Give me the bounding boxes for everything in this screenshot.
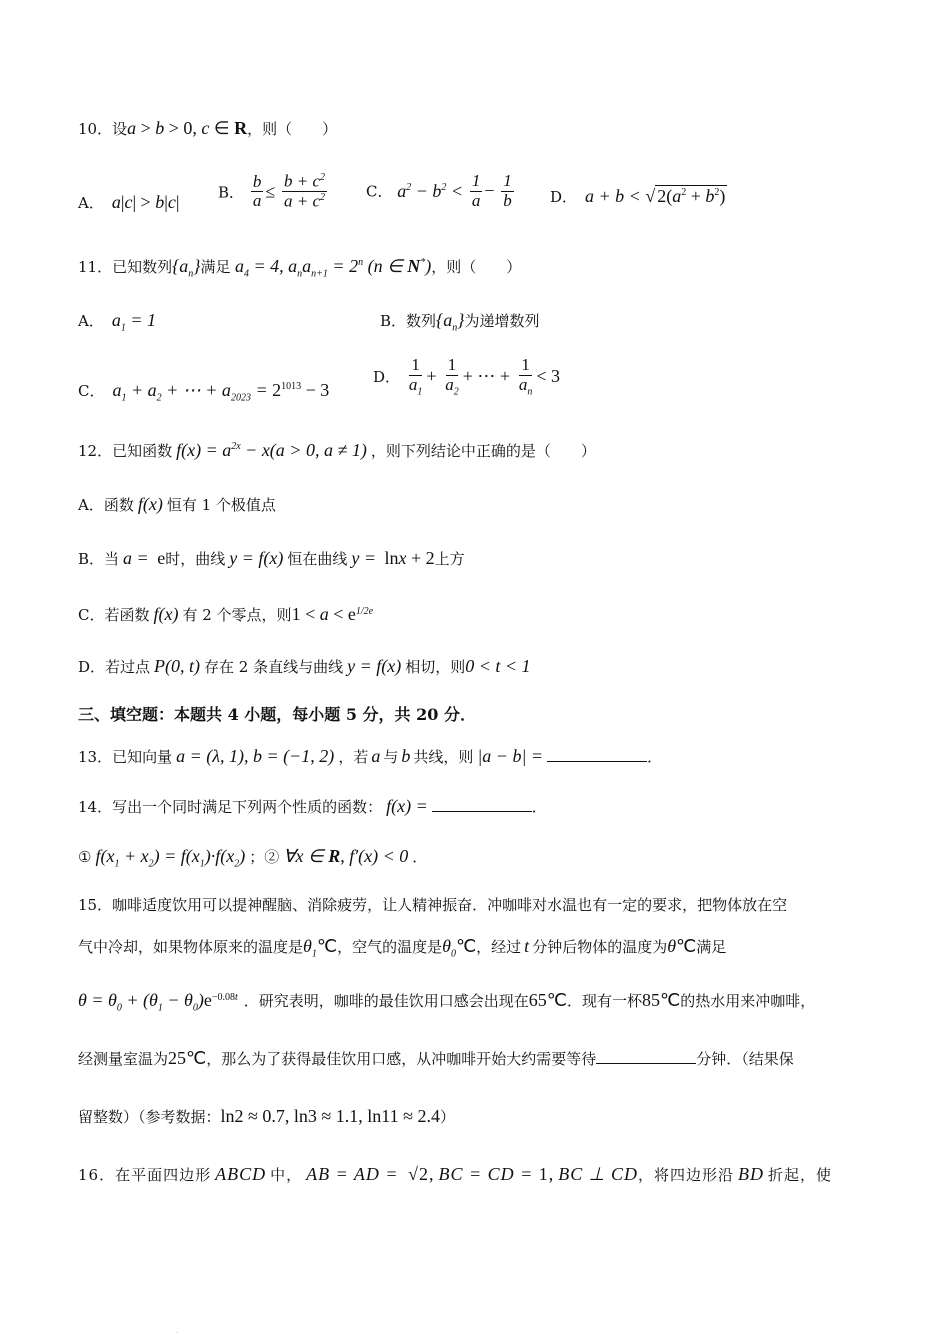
q12-option-b: B．当 a = e时，曲线 y = f(x) 恒在曲线 y = lnx + 2上方 xyxy=(78,548,465,568)
q12-option-a: A．函数 f(x) 恒有 1 个极值点 xyxy=(78,494,276,514)
q12-stem: 12．已知函数 $f(x) = a^{2x} - x(a > 0$, a ≠ 1) ，则下列结论中正确的是（ ） xyxy=(78,440,596,460)
q13-stem: 13．已知向量 a = (λ, 1), b = (−1, 2) ，若 a 与 b 共线，则 |a − b| = ． xyxy=(78,746,663,766)
q12-option-d: D．若过点 P(0, t) 存在 2 条直线与曲线 y = f(x) 相切，则0 < t < 1 xyxy=(78,656,531,676)
footer-dot: . xyxy=(176,1328,178,1335)
q11-stem: 11．已知数列$\{a_n\}$满足 $a_4 = 4$, $a_na_{n+1} = 2^n$ (n ∈ N*)，则（ ） xyxy=(78,256,522,280)
q10-option-b: B． $\frac{b}{a}$ ≤ $\frac{b + c^2}{a + c^2}$ xyxy=(218,171,326,211)
q10-option-a: A． a|c| > b|c| xyxy=(78,192,180,212)
q15-line-5: 留整数）（参考数据：ln2 ≈ 0.7, ln3 ≈ 1.1, ln11 ≈ 2.4） xyxy=(78,1106,456,1126)
q14-stem: 14．写出一个同时满足下列两个性质的函数： f(x) = ． xyxy=(78,796,547,816)
q11-option-d: D． $\frac{1}{a_1}$ + $\frac{1}{a_2}$ + ⋯ + $\frac{1}{a_n}$ < 3 xyxy=(373,355,560,398)
q10-stem: 10．设a > b > 0, c ∈ R，则（ ） xyxy=(78,118,338,138)
q10-option-c: C． $a^2 - b^2$ < $\frac{1}{a}$ − $\frac{1}{b}$ xyxy=(366,171,512,210)
q16-stem: 16．在平面四边形 ABCD 中， AB = AD = √2, BC = CD = 1, BC ⊥ CD，将四边形沿 BD 折起，使 xyxy=(78,1164,832,1184)
q15-line-1: 15．咖啡适度饮用可以提神醒脑、消除疲劳，让人精神振奋．冲咖啡对水温也有一定的要求，把物体放在空 xyxy=(78,896,788,914)
section-3-heading: 三、填空题：本题共 4 小题，每小题 5 分，共 20 分． xyxy=(78,705,476,724)
q15-line-4: 经测量室温为25℃，那么为了获得最佳饮用口感，从冲咖啡开始大约需要等待 分钟．（结果保 xyxy=(78,1048,794,1068)
q11-option-b: B．数列$\{a_n\}$为递增数列 xyxy=(380,310,540,334)
q14-properties: ① $f(x_1 + x_2) = f(x_1)\cdot f(x_2)$ ；② ∀x ∈ R, f′(x) < 0 ． xyxy=(78,846,428,870)
q12-option-c: C．若函数 f(x) 有 2 个零点，则$1 < a < e^{1/2e}$ xyxy=(78,604,374,624)
q11-option-a: A． $a_1 = 1$ xyxy=(78,310,156,334)
q15-line-2: 气中冷却，如果物体原来的温度是$\theta_1℃$，空气的温度是$\theta_0℃$，经过 t 分钟后物体的温度为θ℃满足 xyxy=(78,936,727,960)
q11-option-c: C． $a_1 + a_2$ + ⋯ + $a_{2023} = 2^{1013} - 3$ xyxy=(78,380,330,404)
q10-option-d: D． a + b < √ $2(a^2 + b^2)$ xyxy=(550,186,726,206)
q15-line-3: $\theta = \theta_0 + (\theta_1 - \theta_0)e^{-0.08t}$ ．研究表明，咖啡的最佳饮用口感会出现在65℃．现有一杯85℃的热水用来冲咖啡， xyxy=(78,990,816,1014)
